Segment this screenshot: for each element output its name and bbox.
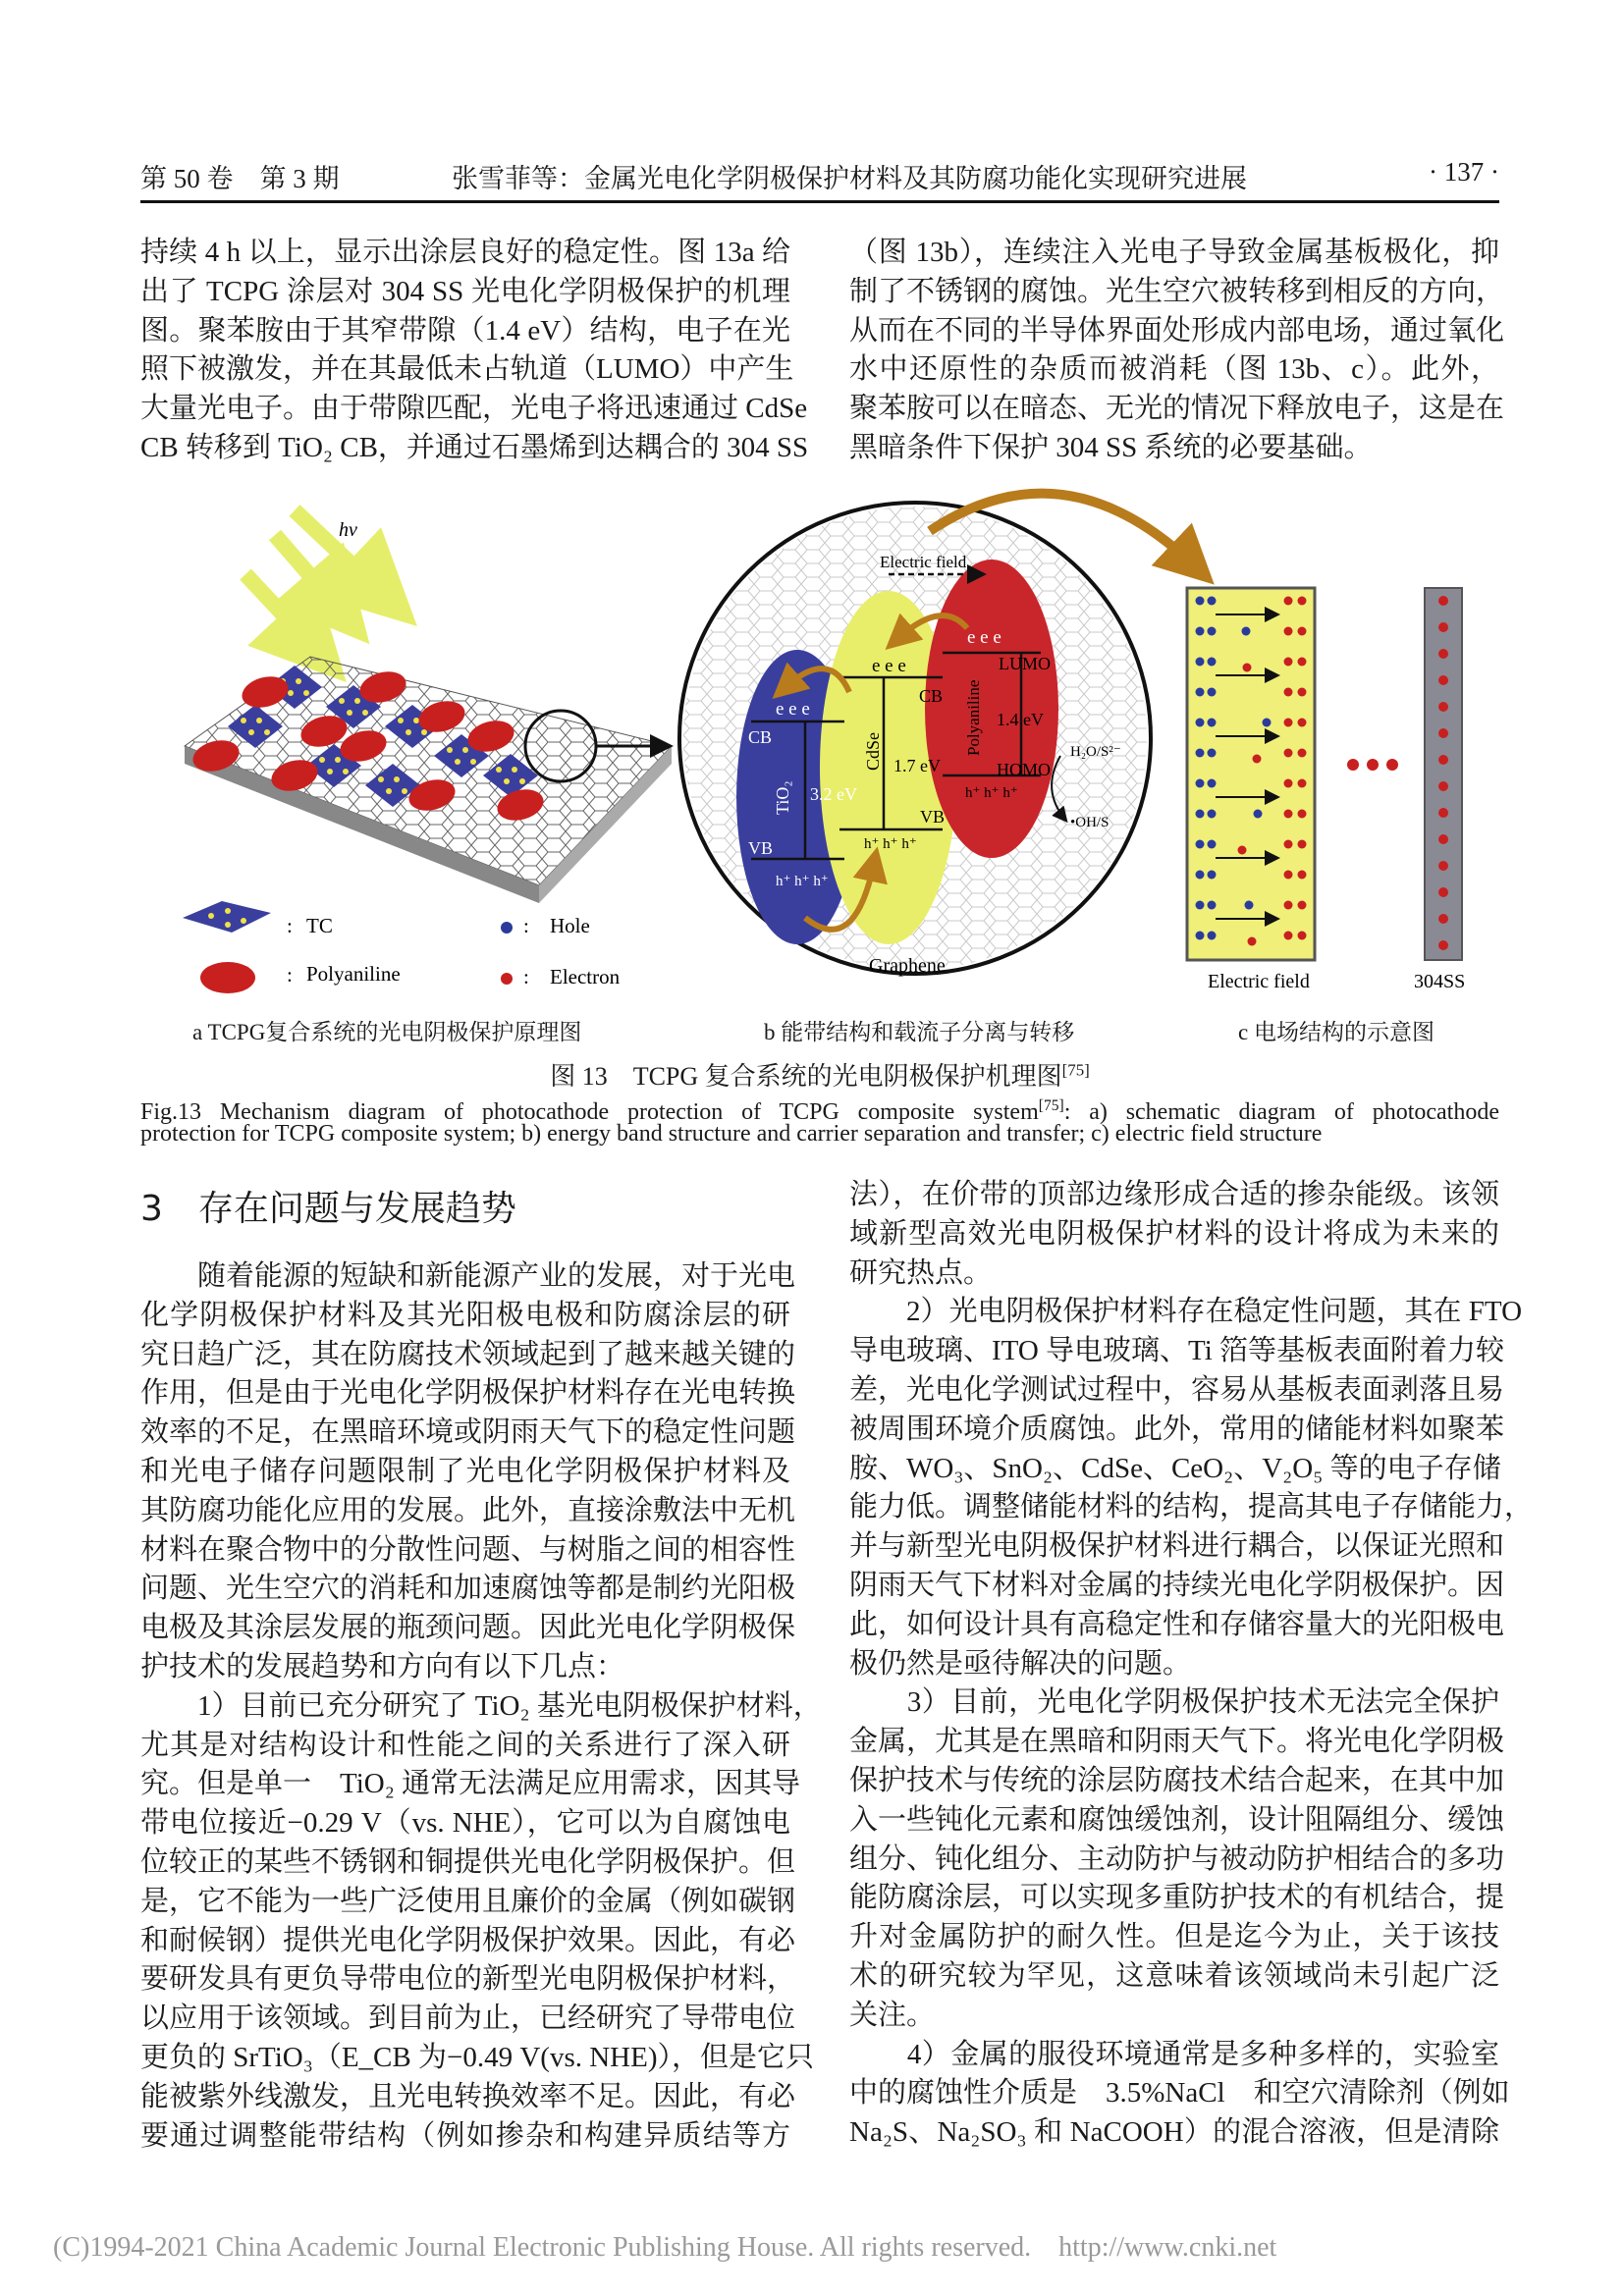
text-line: 保护技术与传统的涂层防腐技术结合起来，在其中加 — [849, 1764, 1505, 1796]
tc-dot — [406, 729, 411, 735]
pani-electrons: e e e — [967, 627, 1001, 648]
tc-dot — [343, 769, 349, 774]
hole-dot — [1208, 719, 1217, 727]
electron-dot — [1253, 755, 1262, 764]
electron-dot — [1298, 719, 1307, 727]
electron-dot — [1438, 781, 1448, 791]
caption-en-text: Fig.13 Mechanism diagram of photocathode protection of TCPG composite system — [140, 1099, 1039, 1125]
legend-polyaniline: Polyaniline — [306, 962, 401, 986]
hole-dot — [1196, 719, 1205, 727]
electron-dot — [1243, 664, 1252, 672]
tc-dot — [394, 776, 400, 782]
footer-url[interactable]: http://www.cnki.net — [1058, 2232, 1277, 2263]
text-line: 法），在价带的顶部边缘形成合适的掺杂能级。该领 — [849, 1179, 1499, 1210]
tc-dot — [512, 767, 517, 773]
hole-dot — [1208, 627, 1217, 636]
tc-dot — [402, 788, 407, 794]
text-line: 究。但是单一 TiO₂ 通常无法满足应用需求，因其导 — [140, 1768, 801, 1800]
cdse-vb: VB — [920, 807, 946, 827]
text-line: 并与新型光电阴极保护材料进行耦合，以保证光照和 — [849, 1530, 1505, 1563]
hole-dot — [1208, 597, 1217, 606]
caption-en-text: : a) schematic diagram of photocathode — [1063, 1099, 1500, 1125]
text-line: 胺、WO₃、SnO₂、CdSe、CeO₂、V₂O₅ 等的电子存储 — [849, 1452, 1501, 1484]
hole-dot — [1196, 810, 1205, 819]
text-line: 和耐候钢）提供光电化学阴极保护效果。因此，有必 — [140, 1924, 796, 1956]
text-line: 带电位接近−0.29 V（vs. NHE），它可以为自腐蚀电 — [140, 1807, 790, 1840]
figure-caption-cn — [0, 1056, 1624, 1093]
tc-dot — [288, 690, 294, 696]
text-line: 3）目前，光电化学阴极保护技术无法完全保护 — [849, 1686, 1499, 1719]
tio2-cb: CB — [748, 727, 773, 747]
subcaption-a: a TCPG复合系统的光电阴极保护原理图 — [192, 1020, 582, 1044]
legend-colon: : — [287, 963, 293, 987]
text-line: 关注。 — [849, 1999, 936, 2031]
tc-dot — [303, 690, 309, 696]
tc-dot — [455, 759, 460, 765]
electron-dot — [1438, 861, 1448, 871]
text-line: 制了不锈钢的腐蚀。光生空穴被转移到相反的方向， — [849, 275, 1505, 307]
tc-dot — [264, 729, 270, 735]
text-line: 尤其是对结构设计和性能之间的关系进行了深入研 — [140, 1729, 790, 1761]
section-heading — [140, 1181, 516, 1231]
electron-dot — [1438, 596, 1448, 606]
hole-dot — [1208, 749, 1217, 758]
hole-dot — [1208, 810, 1217, 819]
text-line: 金属，尤其是在黑暗和阴雨天气下。将光电化学阴极 — [849, 1726, 1505, 1758]
text-line: 材料在聚合物中的分散性问题、与树脂之间的相容性 — [140, 1533, 796, 1566]
electron-dot — [1438, 728, 1448, 738]
hole-dot — [1196, 779, 1205, 788]
electron-dot — [1438, 702, 1448, 712]
hole-dot — [1196, 627, 1205, 636]
legend-colon: : — [287, 914, 293, 937]
hole-dot — [1196, 932, 1205, 940]
top-right-column — [849, 234, 1505, 468]
cdse-electrons: e e e — [872, 656, 906, 676]
electron-dot — [1438, 808, 1448, 818]
legend-colon: : — [523, 914, 529, 937]
tc-dot — [319, 757, 325, 763]
text-line: 中的腐蚀性介质是 3.5%NaCl 和空穴清除剂（例如 — [849, 2077, 1510, 2109]
text-line: 黑暗条件下保护 304 SS 系统的必要基础。 — [849, 431, 1373, 463]
electron-dot — [1284, 901, 1293, 910]
electron-dot — [1298, 749, 1307, 758]
text-line: 能防腐涂层，可以实现多重防护技术的有机结合，提 — [849, 1882, 1505, 1914]
electron-dot — [1284, 719, 1293, 727]
tio2-vb: VB — [748, 838, 774, 858]
electron-dot — [1298, 658, 1307, 667]
tio2-gap: 3.2 eV — [810, 784, 857, 804]
tc-dot — [335, 757, 341, 763]
text-line: 水中还原性的杂质而被消耗（图 13b、c）。此外， — [849, 353, 1499, 386]
figure-13 — [0, 481, 1624, 1011]
hole-dot — [1208, 932, 1217, 940]
pani-label: Polyaniline — [964, 679, 983, 756]
hole-dot — [1196, 840, 1205, 849]
electron-dot — [1298, 840, 1307, 849]
pani-homo: HOMO — [997, 760, 1052, 779]
redox-top-label: H₂O/S²⁻ — [1070, 744, 1121, 760]
text-line: 差，光电化学测试过程中，容易从基板表面剥落且易 — [849, 1373, 1505, 1406]
section-title: 存在问题与发展趋势 — [197, 1189, 516, 1229]
copyright-footer — [53, 2232, 1276, 2264]
electron-legend-icon — [501, 973, 513, 985]
tc-dot — [398, 718, 404, 723]
text-line: 入一些钝化元素和腐蚀缓蚀剂，设计阻隔组分、缓蚀 — [849, 1803, 1505, 1836]
electron-dot — [1284, 810, 1293, 819]
figure-caption-en-line2: protection for TCPG composite system; b) energy band structure and carrier separation and transfer; c) electric field structure — [140, 1121, 1323, 1147]
text-line: （图 13b），连续注入光电子导致金属基板极化，抑 — [849, 237, 1499, 268]
electron-dot — [1438, 755, 1448, 765]
panel-a — [183, 510, 672, 993]
legend-tc: TC — [306, 914, 333, 937]
tc-dot — [296, 678, 301, 684]
electron-dot — [1438, 940, 1448, 950]
hole-dot — [1208, 688, 1217, 697]
hole-dot — [1254, 810, 1263, 819]
text-line: 被周围环境介质腐蚀。此外，常用的储能材料如聚苯 — [849, 1413, 1505, 1445]
subcaption-b: b 能带结构和载流子分离与转移 — [764, 1020, 1075, 1044]
caption-ref: [75] — [1061, 1060, 1090, 1080]
panel-b — [679, 494, 1193, 977]
text-line: 化学阴极保护材料及其光阳极电极和防腐涂层的研 — [140, 1299, 790, 1331]
electron-dot — [1284, 932, 1293, 940]
electric-field-label: Electric field — [880, 553, 967, 571]
hole-dot — [1196, 871, 1205, 880]
text-line: Na₂S、Na₂SO₃ 和 NaCOOH）的混合溶液，但是清除 — [849, 2116, 1499, 2149]
tc-dot — [362, 710, 368, 716]
electron-dot — [1238, 846, 1247, 855]
electron-dot — [1284, 871, 1293, 880]
hole-dot — [1263, 719, 1272, 727]
electron-dot — [1298, 932, 1307, 940]
tc-dot — [241, 718, 246, 723]
hole-dot — [1196, 597, 1205, 606]
hole-dot — [1245, 901, 1254, 910]
text-line: 究日趋广泛，其在防腐技术领域起到了越来越关键的 — [140, 1338, 796, 1370]
page-number: · 137 · — [1429, 157, 1499, 187]
tc-dot — [354, 698, 360, 704]
caption-cn-text: 图 13 TCPG 复合系统的光电阴极保护机理图 — [550, 1062, 1062, 1091]
cdse-label: CdSe — [863, 731, 883, 771]
tc-dot — [327, 769, 333, 774]
text-line: 位较正的某些不锈钢和铜提供光电化学阴极保护。但 — [140, 1845, 796, 1878]
electron-dot — [1438, 887, 1448, 897]
electron-dot — [1438, 675, 1448, 685]
tc-dot — [378, 776, 384, 782]
text-line: 是，它不能为一些广泛使用且廉价的金属（例如碳钢 — [140, 1885, 796, 1917]
hole-dot — [1196, 658, 1205, 667]
electron-dot — [1284, 658, 1293, 667]
electron-dot — [1298, 871, 1307, 880]
hole-dot — [1196, 749, 1205, 758]
text-line: 4）金属的服役环境通常是多种多样的，实验室 — [849, 2038, 1499, 2070]
electron-dot — [1284, 779, 1293, 788]
light-arrows-icon — [245, 510, 383, 648]
text-line: 1）目前已充分研究了 TiO₂ 基光电阴极保护材料， — [140, 1689, 822, 1722]
electron-dot — [1298, 597, 1307, 606]
redox-bottom-label: •OH/S — [1070, 815, 1110, 830]
text-line: 护技术的发展趋势和方向有以下几点： — [140, 1650, 625, 1682]
text-line: 图。聚苯胺由于其窄带隙（1.4 eV）结构，电子在光 — [140, 314, 790, 347]
text-line: 和光电子储存问题限制了光电化学阴极保护材料及 — [140, 1455, 790, 1487]
legend-colon: : — [523, 965, 529, 988]
text-line: CB 转移到 TiO₂ CB，并通过石墨烯到达耦合的 304 SS — [140, 431, 809, 463]
tc-dot — [462, 747, 468, 753]
text-line: 研究热点。 — [849, 1256, 993, 1289]
cdse-holes: h⁺ h⁺ h⁺ — [864, 836, 917, 852]
hole-dot — [1196, 901, 1205, 910]
text-line: 从而在不同的半导体界面处形成内部电场，通过氧化 — [849, 314, 1505, 347]
text-line: 作用，但是由于光电化学阴极保护材料存在光电转换 — [140, 1377, 796, 1410]
tc-dot — [496, 767, 502, 773]
panel-c — [1187, 588, 1465, 992]
pani-holes: h⁺ h⁺ h⁺ — [965, 785, 1018, 801]
tc-dot — [339, 698, 345, 704]
copyright-text: (C)1994-2021 China Academic Journal Electronic Publishing House. All rights reserved. — [53, 2232, 1032, 2263]
hole-dot — [1208, 871, 1217, 880]
text-line: 阴雨天气下材料对金属的持续光电化学阴极保护。因 — [849, 1569, 1505, 1601]
electron-dot — [1298, 810, 1307, 819]
text-line: 聚苯胺可以在暗态、无光的情况下释放电子，这是在 — [849, 393, 1505, 425]
pani-band — [925, 560, 1058, 858]
tc-dot — [386, 788, 392, 794]
electron-dot — [1248, 937, 1257, 946]
journal-issue: 第 50 卷 第 3 期 — [140, 164, 340, 193]
tc-dot — [248, 729, 254, 735]
tio2-electrons: e e e — [776, 699, 810, 720]
running-title: 张雪菲等：金属光电化学阴极保护材料及其防腐功能化实现研究进展 — [452, 164, 1247, 193]
text-line: 组分、钝化组分、主动防护与被动防护相结合的多功 — [849, 1842, 1505, 1875]
section-number: 3 — [140, 1189, 163, 1229]
subcaption-c: c 电场结构的示意图 — [1238, 1020, 1435, 1044]
graphene-label: Graphene — [869, 955, 946, 977]
text-line: 域新型高效光电阴极保护材料的设计将成为未来的 — [849, 1217, 1499, 1250]
tio2-holes: h⁺ h⁺ h⁺ — [776, 874, 829, 889]
hole-dot — [1208, 840, 1217, 849]
hole-dot — [1208, 901, 1217, 910]
text-line: 能力低。调整储能材料的结构，提高其电子存储能力， — [849, 1491, 1534, 1523]
electron-dot — [1298, 688, 1307, 697]
tc-dot — [413, 718, 419, 723]
pani-lumo: LUMO — [999, 654, 1051, 673]
hole-dot — [1208, 779, 1217, 788]
polyaniline-legend-icon — [200, 962, 255, 993]
hole-dot — [1196, 688, 1205, 697]
tc-dot — [421, 729, 427, 735]
text-line: 随着能源的短缺和新能源产业的发展，对于光电 — [140, 1260, 796, 1292]
text-line: 能被紫外线激发，且光电转换效率不足。因此，有必 — [140, 2080, 796, 2112]
body-left-column — [140, 1257, 822, 2156]
electron-dot — [1298, 779, 1307, 788]
top-left-column — [140, 234, 809, 468]
electron-dot — [1438, 622, 1448, 632]
tc-dot — [447, 747, 453, 753]
electron-dot — [1438, 914, 1448, 924]
tc-dot — [256, 718, 262, 723]
text-line: 出了 TCPG 涂层对 304 SS 光电化学阴极保护的机理 — [140, 275, 790, 307]
caption-ref: [75] — [1038, 1097, 1064, 1114]
text-line: 以应用于该领域。到目前为止，已经研究了导带电位 — [140, 2002, 796, 2035]
text-line: 极仍然是亟待解决的问题。 — [849, 1647, 1192, 1680]
text-line: 效率的不足，在黑暗环境或阴雨天气下的稳定性问题 — [140, 1416, 796, 1449]
text-line: 大量光电子。由于带隙匹配，光电子将迅速通过 CdSe — [140, 393, 808, 425]
substrate-label: 304SS — [1414, 971, 1466, 992]
legend-electron: Electron — [550, 965, 621, 988]
tc-dot — [504, 778, 510, 784]
text-line: 导电玻璃、ITO 导电玻璃、Ti 箔等基板表面附着力较 — [849, 1335, 1505, 1367]
text-line: 其防腐功能化应用的发展。此外，直接涂敷法中无机 — [140, 1494, 796, 1526]
tc-dot — [470, 759, 476, 765]
body-right-column — [849, 1176, 1534, 2153]
text-line: 此，如何设计具有高稳定性和存储容量大的光阳极电 — [849, 1608, 1505, 1640]
text-line: 更负的 SrTiO₃（E_CB 为−0.49 V(vs. NHE)），但是它只 — [140, 2041, 814, 2073]
tc-legend-icon — [183, 901, 271, 933]
tio2-label: TiO₂ — [773, 780, 792, 815]
text-line: 2）光电阴极保护材料存在稳定性问题，其在 FTO — [849, 1296, 1523, 1328]
hole-dot — [1242, 627, 1251, 636]
electron-dot — [1284, 688, 1293, 697]
electron-dot — [1284, 597, 1293, 606]
header-rule — [140, 200, 1499, 203]
electron-dot — [1438, 834, 1448, 844]
tc-dot — [519, 778, 525, 784]
text-line: 照下被激发，并在其最低未占轨道（LUMO）中产生 — [140, 353, 794, 386]
cdse-cb: CB — [919, 686, 944, 706]
electron-dot — [1284, 840, 1293, 849]
pani-gap: 1.4 eV — [997, 710, 1044, 729]
cdse-gap: 1.7 eV — [893, 756, 941, 775]
text-line: 问题、光生空穴的消耗和加速腐蚀等都是制约光阳极 — [140, 1573, 796, 1605]
tc-dot — [347, 710, 352, 716]
text-line: 持续 4 h 以上，显示出涂层良好的稳定性。图 13a 给 — [140, 237, 790, 268]
electron-dot — [1298, 627, 1307, 636]
electron-dot — [1284, 627, 1293, 636]
hole-legend-icon — [501, 922, 513, 934]
electric-field-label: Electric field — [1208, 971, 1310, 992]
legend-hole: Hole — [550, 914, 590, 937]
text-line: 要研发具有更负导带电位的新型光电阴极保护材料， — [140, 1963, 796, 1996]
text-line: 升对金属防护的耐久性。但是迄今为止，关于该技 — [849, 1921, 1499, 1953]
text-line: 电极及其涂层发展的瓶颈问题。因此光电化学阴极保 — [140, 1612, 796, 1644]
hole-dot — [1208, 658, 1217, 667]
hv-label: hv — [339, 519, 357, 541]
substrate-304ss — [1425, 588, 1462, 960]
electron-dot — [1438, 649, 1448, 659]
electron-dot — [1284, 749, 1293, 758]
text-line: 术的研究较为罕见，这意味着该领域尚未引起广泛 — [849, 1959, 1499, 1992]
text-line: 要通过调整能带结构（例如掺杂和构建异质结等方 — [140, 2119, 790, 2152]
electron-dot — [1298, 901, 1307, 910]
